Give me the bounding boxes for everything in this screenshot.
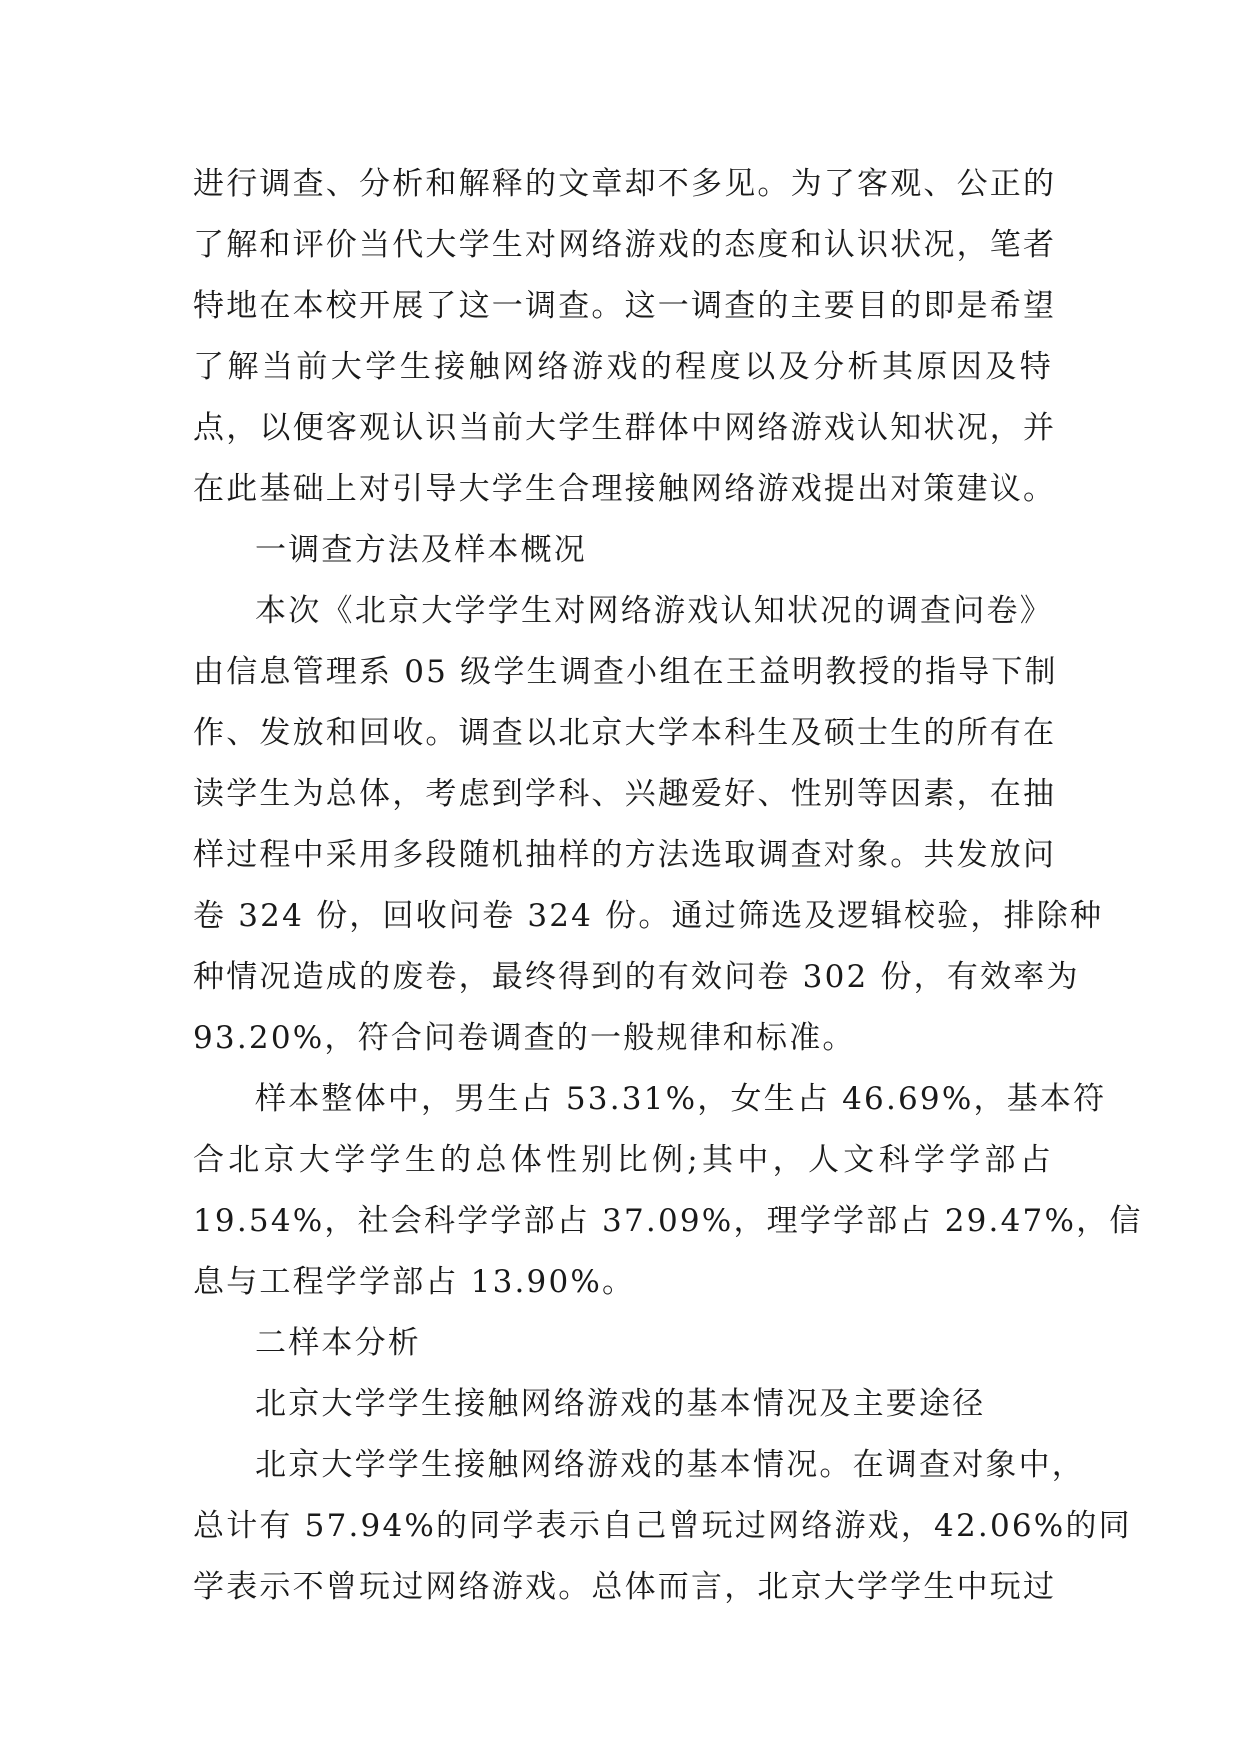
body-text (193, 154, 1143, 1618)
text-line: 93.20%，符合问卷调查的一般规律和标准。 (193, 1020, 856, 1056)
text-line: 样本整体中，男生占 53.31%，女生占 46.69%，基本符 (255, 1081, 1107, 1117)
text-line: 特地在本校开展了这一调查。这一调查的主要目的即是希望 (193, 288, 1057, 324)
text-line: 19.54%，社会科学学部占 37.09%，理学学部占 29.47%，信 (193, 1203, 1143, 1239)
text-line: 了解当前大学生接触网络游戏的程度以及分析其原因及特 (193, 349, 1053, 385)
text-line: 总计有 57.94%的同学表示自己曾玩过网络游戏，42.06%的同 (193, 1508, 1132, 1544)
section-heading: 二样本分析 (255, 1325, 421, 1361)
text-line: 北京大学学生接触网络游戏的基本情况。在调查对象中， (255, 1447, 1085, 1483)
text-line: 作、发放和回收。调查以北京大学本科生及硕士生的所有在 (193, 715, 1057, 751)
text-line: 合北京大学学生的总体性别比例;其中，人文科学学部占 (193, 1142, 1053, 1178)
text-line: 读学生为总体，考虑到学科、兴趣爱好、性别等因素，在抽 (193, 776, 1057, 812)
text-line: 由信息管理系 05 级学生调查小组在王益明教授的指导下制 (193, 654, 1058, 690)
text-line: 种情况造成的废卷，最终得到的有效问卷 302 份，有效率为 (193, 959, 1080, 995)
text-line: 本次《北京大学学生对网络游戏认知状况的调查问卷》 (255, 593, 1053, 629)
text-line: 样过程中采用多段随机抽样的方法选取调查对象。共发放问 (193, 837, 1057, 873)
section-heading: 一调查方法及样本概况 (255, 532, 587, 568)
text-line: 卷 324 份，回收问卷 324 份。通过筛选及逻辑校验，排除种 (193, 898, 1104, 934)
text-line: 在此基础上对引导大学生合理接触网络游戏提出对策建议。 (193, 471, 1057, 507)
text-line: 进行调查、分析和解释的文章却不多见。为了客观、公正的 (193, 166, 1057, 202)
text-line: 息与工程学学部占 13.90%。 (193, 1264, 636, 1300)
subsection-heading: 北京大学学生接触网络游戏的基本情况及主要途径 (255, 1386, 986, 1422)
text-line: 了解和评价当代大学生对网络游戏的态度和认识状况，笔者 (193, 227, 1057, 263)
text-line: 学表示不曾玩过网络游戏。总体而言，北京大学学生中玩过 (193, 1569, 1057, 1605)
text-line: 点，以便客观认识当前大学生群体中网络游戏认知状况，并 (193, 410, 1057, 446)
